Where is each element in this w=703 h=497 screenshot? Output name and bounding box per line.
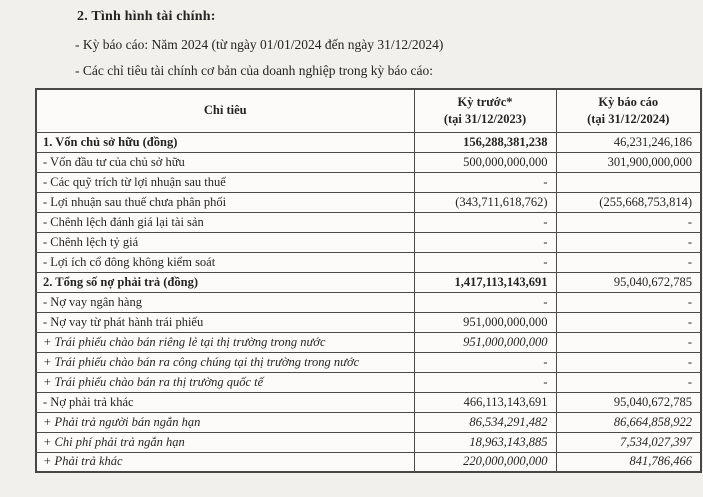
prev-period-value: 951,000,000,000 — [414, 332, 556, 352]
prev-period-value: 500,000,000,000 — [414, 152, 556, 172]
report-period-value: - — [556, 352, 701, 372]
report-period-value: 7,534,027,397 — [556, 432, 701, 452]
table-row — [36, 152, 701, 172]
report-period-value: - — [556, 332, 701, 352]
section-heading: 2. Tình hình tài chính: — [77, 9, 216, 24]
report-period-value: - — [556, 252, 701, 272]
report-period-value: - — [556, 212, 701, 232]
prev-period-value: - — [414, 172, 556, 192]
report-period-value: 841,786,466 — [556, 452, 701, 472]
prev-period-value: - — [414, 252, 556, 272]
row-label: - Vốn đầu tư của chủ sở hữu — [36, 152, 414, 172]
prev-period-value: 220,000,000,000 — [414, 452, 556, 472]
row-label: + Trái phiếu chào bán ra thị trường quốc tế — [36, 372, 414, 392]
table-row — [36, 412, 701, 432]
report-period-line: - Kỳ báo cáo: Năm 2024 (từ ngày 01/01/2024 đến ngày 31/12/2024) — [75, 37, 444, 52]
header-ky-bao-cao — [556, 89, 701, 132]
report-period-value: 86,664,858,922 — [556, 412, 701, 432]
header-ky-truoc — [414, 89, 556, 132]
table-row — [36, 392, 701, 412]
row-label: + Phải trả khác — [36, 452, 414, 472]
row-label: - Nợ vay ngân hàng — [36, 292, 414, 312]
prev-period-value: - — [414, 232, 556, 252]
row-label: - Nợ vay từ phát hành trái phiếu — [36, 312, 414, 332]
table-row — [36, 252, 701, 272]
report-period-value: - — [556, 292, 701, 312]
header-chi-tieu-label: Chỉ tiêu — [203, 103, 247, 118]
row-label: - Các quỹ trích từ lợi nhuận sau thuế — [36, 172, 414, 192]
report-period-value: 95,040,672,785 — [556, 272, 701, 292]
row-label: - Chênh lệch tỷ giá — [36, 232, 414, 252]
table-row — [36, 212, 701, 232]
report-period-value: 46,231,246,186 — [556, 132, 701, 152]
table-intro-line: - Các chỉ tiêu tài chính cơ bản của doanh nghiệp trong kỳ báo cáo: — [75, 63, 434, 78]
row-label: + Phải trả người bán ngắn hạn — [36, 412, 414, 432]
table-row — [36, 172, 701, 192]
row-label: + Trái phiếu chào bán riêng lẻ tại thị trường trong nước — [36, 332, 414, 352]
table-row — [36, 192, 701, 212]
table-row — [36, 272, 701, 292]
document-page — [0, 9, 703, 497]
row-label: 1. Vốn chủ sở hữu (đồng) — [36, 132, 414, 152]
row-label: 2. Tổng số nợ phải trả (đồng) — [36, 272, 414, 292]
report-period-value: 95,040,672,785 — [556, 392, 701, 412]
report-period-value: (255,668,753,814) — [556, 192, 701, 212]
header-ky-truoc-date: (tại 31/12/2023) — [443, 111, 527, 126]
report-period-value: 301,900,000,000 — [556, 152, 701, 172]
table-header-row — [36, 89, 701, 132]
row-label: - Nợ phải trả khác — [36, 392, 414, 412]
prev-period-value: 951,000,000,000 — [414, 312, 556, 332]
prev-period-value: - — [414, 372, 556, 392]
row-label: - Lợi ích cổ đông không kiểm soát — [36, 252, 414, 272]
table-row — [36, 432, 701, 452]
table-row — [36, 352, 701, 372]
report-period-value: - — [556, 372, 701, 392]
table-row — [36, 452, 701, 472]
prev-period-value: 86,534,291,482 — [414, 412, 556, 432]
table-row — [36, 372, 701, 392]
table-body — [36, 132, 701, 472]
prev-period-value: (343,711,618,762) — [414, 192, 556, 212]
header-chi-tieu — [36, 89, 414, 132]
report-period-value: - — [556, 312, 701, 332]
financial-indicators-table — [35, 88, 702, 473]
row-label: - Chênh lệch đánh giá lại tài sản — [36, 212, 414, 232]
table-row — [36, 132, 701, 152]
header-ky-bao-cao-label: Kỳ báo cáo — [598, 94, 659, 109]
table-row — [36, 292, 701, 312]
prev-period-value: 1,417,113,143,691 — [414, 272, 556, 292]
table-row — [36, 332, 701, 352]
header-ky-bao-cao-date: (tại 31/12/2024) — [587, 111, 670, 126]
row-label: - Lợi nhuận sau thuế chưa phân phối — [36, 192, 414, 212]
prev-period-value: 466,113,143,691 — [414, 392, 556, 412]
table-row — [36, 312, 701, 332]
row-label: + Chi phí phải trả ngắn hạn — [36, 432, 414, 452]
prev-period-value: 156,288,381,238 — [414, 132, 556, 152]
report-period-value — [556, 172, 701, 192]
prev-period-value: - — [414, 292, 556, 312]
table-row — [36, 232, 701, 252]
row-label: + Trái phiếu chào bán ra công chúng tại thị trường trong nước — [36, 352, 414, 372]
prev-period-value: 18,963,143,885 — [414, 432, 556, 452]
header-ky-truoc-label: Kỳ trước* — [457, 94, 513, 109]
prev-period-value: - — [414, 352, 556, 372]
report-period-value: - — [556, 232, 701, 252]
prev-period-value: - — [414, 212, 556, 232]
